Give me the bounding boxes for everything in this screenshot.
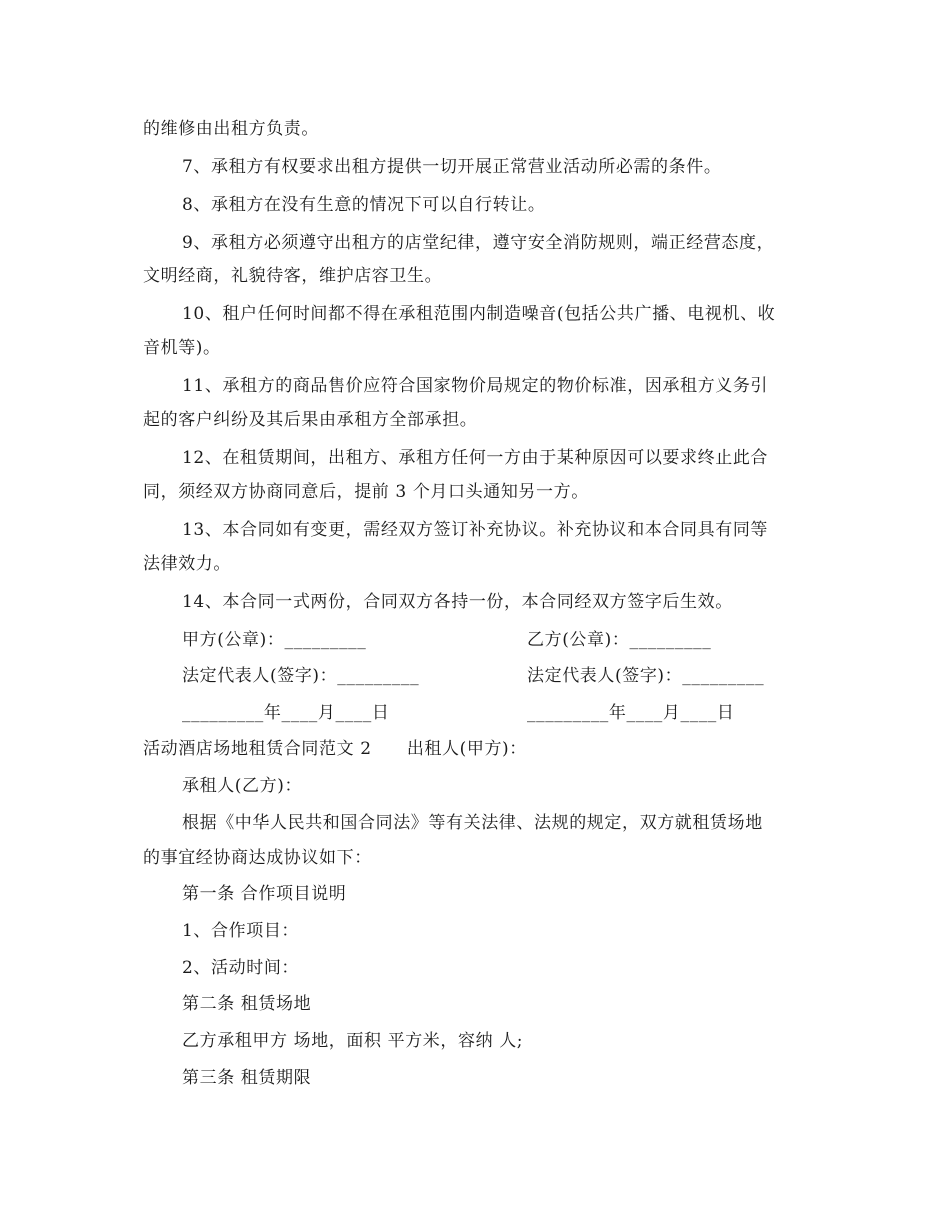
text-line: 的事宜经协商达成协议如下：: [143, 848, 372, 868]
party-a-seal-field: 甲方(公章)：_________: [182, 630, 367, 650]
text-line: 法律效力。: [143, 554, 231, 574]
party-a-representative-field: 法定代表人(签字)：_________: [182, 666, 420, 686]
party-b-representative-field: 法定代表人(签字)：_________: [527, 666, 765, 686]
clause-8: 8、承租方在没有生意的情况下可以自行转让。: [182, 195, 546, 215]
party-a-date-field: _________年____月____日: [182, 703, 390, 723]
cooperation-project: 1、合作项目：: [182, 921, 300, 941]
text-line: 音机等)。: [143, 338, 221, 358]
article-2-heading: 第二条 租赁场地: [182, 994, 312, 1014]
clause-9: 9、承租方必须遵守出租方的店堂纪律，遵守安全消防规则，端正经营态度，: [182, 233, 775, 253]
clause-13: 13、本合同如有变更，需经双方签订补充协议。补充协议和本合同具有同等: [182, 520, 769, 540]
clause-10: 10、租户任何时间都不得在承租范围内制造噪音(包括公共广播、电视机、收: [182, 304, 776, 324]
article-3-heading: 第三条 租赁期限: [182, 1068, 312, 1088]
text-line: 起的客户纠纷及其后果由承租方全部承担。: [143, 410, 478, 430]
clause-11: 11、承租方的商品售价应符合国家物价局规定的物价标准，因承租方义务引: [182, 376, 769, 396]
clause-7: 7、承租方有权要求出租方提供一切开展正常营业活动所必需的条件。: [182, 157, 722, 177]
preamble: 根据《中华人民共和国合同法》等有关法律、法规的规定，双方就租赁场地: [182, 813, 763, 833]
text-line: 的维修由出租方负责。: [143, 119, 319, 139]
party-b-date-field: _________年____月____日: [527, 703, 735, 723]
text-line: 同，须经双方协商同意后，提前 3 个月口头通知另一方。: [143, 482, 589, 502]
lessee-line: 承租人(乙方)：: [182, 776, 303, 796]
article-1-heading: 第一条 合作项目说明: [182, 884, 347, 904]
text-line: 文明经商，礼貌待客，维护店容卫生。: [143, 266, 443, 286]
contract-title: 活动酒店场地租赁合同范文 2 出租人(甲方)：: [143, 739, 527, 759]
party-b-seal-field: 乙方(公章)：_________: [527, 630, 712, 650]
clause-14: 14、本合同一式两份，合同双方各持一份，本合同经双方签字后生效。: [182, 592, 733, 612]
activity-time: 2、活动时间：: [182, 958, 300, 978]
clause-12: 12、在租赁期间，出租方、承租方任何一方由于某种原因可以要求终止此合: [182, 448, 769, 468]
venue-description: 乙方承租甲方 场地，面积 平方米，容纳 人;: [182, 1031, 524, 1051]
